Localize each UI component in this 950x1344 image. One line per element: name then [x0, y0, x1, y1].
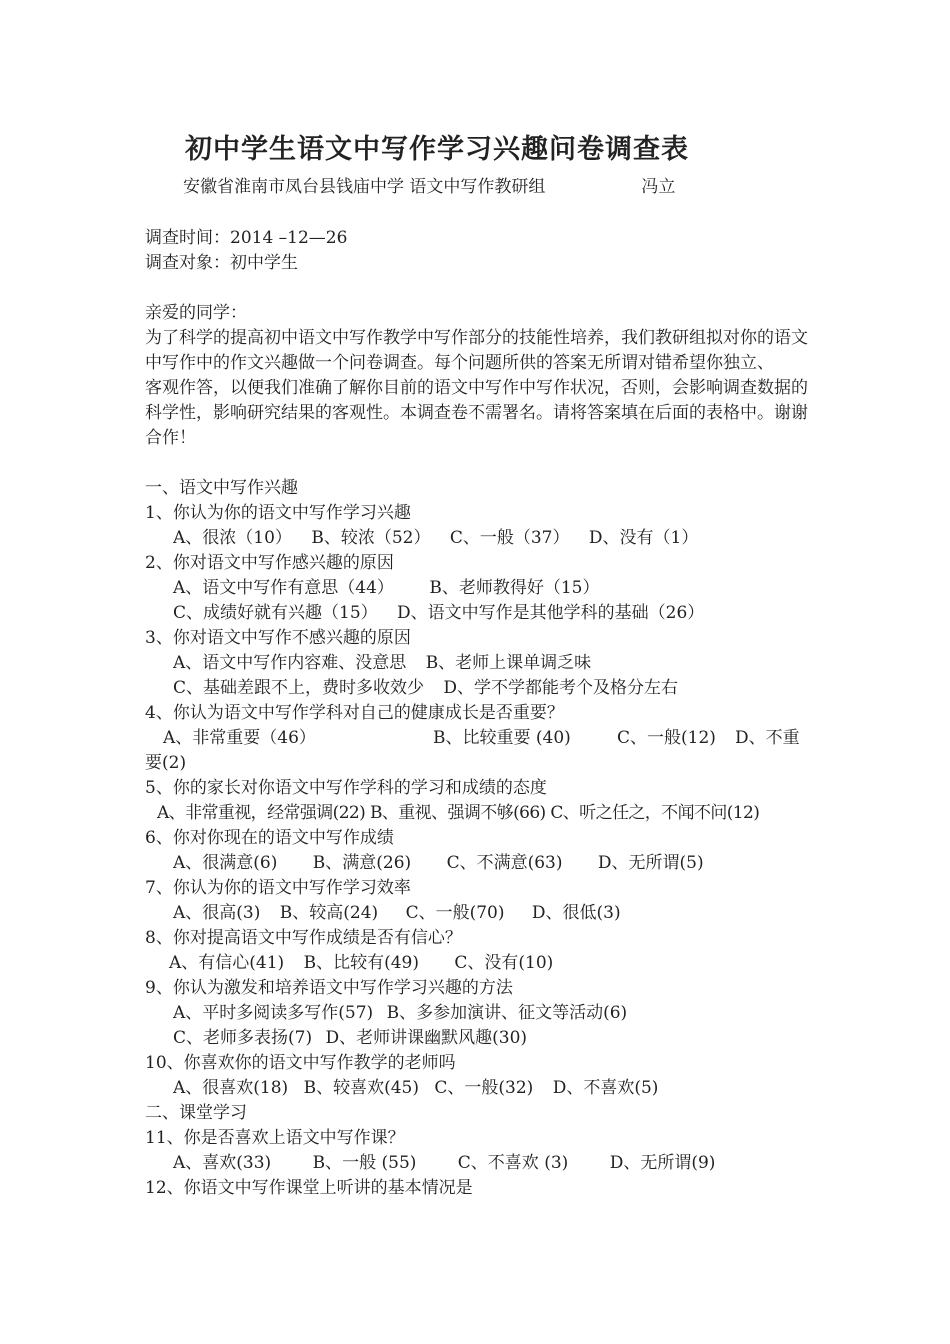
- option: A、很高(3): [173, 903, 261, 923]
- question-7: 7、你认为你的语文中写作学习效率: [145, 878, 411, 898]
- option: D、无所谓(9): [609, 1153, 716, 1173]
- question-9-options-row-2: [145, 1026, 810, 1051]
- option: B、较浓（52）: [311, 528, 431, 548]
- question-9-options-row-1: [145, 1001, 810, 1026]
- option: A、语文中写作内容难、没意思: [173, 653, 407, 673]
- option: B、满意(26): [312, 853, 412, 873]
- survey-time: 调查时间：2014 –12—26: [145, 228, 348, 248]
- option: D、无所谓(5): [597, 853, 704, 873]
- option: D、老师讲课幽默风趣(30): [325, 1028, 528, 1048]
- question-5-options: A、非常重视，经常强调(22) B、重视、强调不够(66) C、听之任之，不闻不问(12): [157, 803, 760, 823]
- question-9: 9、你认为激发和培养语文中写作学习兴趣的方法: [145, 978, 513, 998]
- option: A、语文中写作有意思（44）: [173, 578, 394, 598]
- question-11-options: [145, 1151, 810, 1176]
- question-10: 10、你喜欢你的语文中写作教学的老师吗: [145, 1053, 456, 1073]
- option: C、不满意(63): [446, 853, 563, 873]
- option: C、不喜欢 (3): [457, 1153, 569, 1173]
- option: A、喜欢(33): [173, 1153, 272, 1173]
- option: A、非常重要（46）: [163, 728, 316, 748]
- question-5: 5、你的家长对你语文中写作学科的学习和成绩的态度: [145, 778, 547, 798]
- option: D、很低(3): [531, 903, 621, 923]
- option: B、一般 (55): [312, 1153, 417, 1173]
- option: B、老师教得好（15）: [429, 578, 600, 598]
- intro-paragraph-2: 客观作答，以便我们准确了解你目前的语文中写作中写作状况，否则，会影响调查数据的科学性，影响研究结果的客观性。本调查卷不需署名。请将答案填在后面的表格中。谢谢合作！: [145, 378, 808, 448]
- question-3-options-row-1: [145, 651, 810, 676]
- option: D、学不学都能考个及格分左右: [443, 678, 679, 698]
- question-4-options-continued: 要(2): [145, 753, 187, 773]
- greeting: 亲爱的同学：: [145, 303, 247, 323]
- option: C、基础差跟不上，费时多收效少: [173, 678, 425, 698]
- option: B、多参加演讲、征文等活动(6): [386, 1003, 628, 1023]
- intro-paragraph-1: 为了科学的提高初中语文中写作教学中写作部分的技能性培养，我们教研组拟对你的语文中写作中的作文兴趣做一个问卷调查。每个问题所供的答案无所谓对错希望你独立、: [145, 328, 808, 373]
- author-name: 冯立: [641, 177, 676, 197]
- question-3-options-row-2: [145, 676, 810, 701]
- question-1-options: [145, 526, 810, 551]
- option: D、没有（1）: [588, 528, 699, 548]
- option: D、不重: [735, 728, 800, 748]
- option: C、一般(12): [617, 728, 716, 748]
- question-8: 8、你对提高语文中写作成绩是否有信心？: [145, 928, 462, 948]
- question-8-options: [145, 951, 810, 976]
- option: B、较喜欢(45): [303, 1078, 419, 1098]
- question-12: 12、你语文中写作课堂上听讲的基本情况是: [145, 1178, 473, 1198]
- option: C、一般(32): [434, 1078, 534, 1098]
- question-4: 4、你认为语文中写作学科对自己的健康成长是否重要？: [145, 703, 564, 723]
- option: B、比较有(49): [303, 953, 419, 973]
- question-4-options: [145, 726, 810, 751]
- option: A、平时多阅读多写作(57): [173, 1003, 374, 1023]
- option: C、没有(10): [454, 953, 554, 973]
- author-line: [183, 175, 803, 200]
- option: B、比较重要 (40): [433, 728, 571, 748]
- question-10-options: [145, 1076, 810, 1101]
- question-1: 1、你认为你的语文中写作学习兴趣: [145, 503, 411, 523]
- option: C、一般(70): [405, 903, 505, 923]
- option: B、较高(24): [279, 903, 379, 923]
- survey-target: 调查对象：初中学生: [145, 253, 298, 273]
- option: D、不喜欢(5): [552, 1078, 659, 1098]
- option: A、很喜欢(18): [173, 1078, 289, 1098]
- section-heading-2: 二、课堂学习: [145, 1103, 247, 1123]
- option: C、成绩好就有兴趣（15）: [173, 603, 378, 623]
- question-2-options-row-2: [145, 601, 810, 626]
- option: C、老师多表扬(7): [173, 1028, 313, 1048]
- option: C、一般（37）: [449, 528, 570, 548]
- question-11: 11、你是否喜欢上语文中写作课？: [145, 1128, 405, 1148]
- question-3: 3、你对语文中写作不感兴趣的原因: [145, 628, 411, 648]
- question-6-options: [145, 851, 810, 876]
- option: A、很满意(6): [173, 853, 278, 873]
- question-6: 6、你对你现在的语文中写作成绩: [145, 828, 394, 848]
- option: D、语文中写作是其他学科的基础（26）: [397, 603, 705, 623]
- option: B、老师上课单调乏味: [425, 653, 592, 673]
- section-heading-1: 一、语文中写作兴趣: [145, 478, 298, 498]
- question-2-options-row-1: [145, 576, 810, 601]
- option: A、很浓（10）: [173, 528, 292, 548]
- author-affiliation: 安徽省淮南市凤台县钱庙中学 语文中写作教研组: [183, 177, 546, 197]
- document-body: [145, 226, 810, 1201]
- question-7-options: [145, 901, 810, 926]
- question-2: 2、你对语文中写作感兴趣的原因: [145, 553, 394, 573]
- document-title: 初中学生语文中写作学习兴趣问卷调查表: [185, 134, 689, 165]
- option: A、有信心(41): [169, 953, 285, 973]
